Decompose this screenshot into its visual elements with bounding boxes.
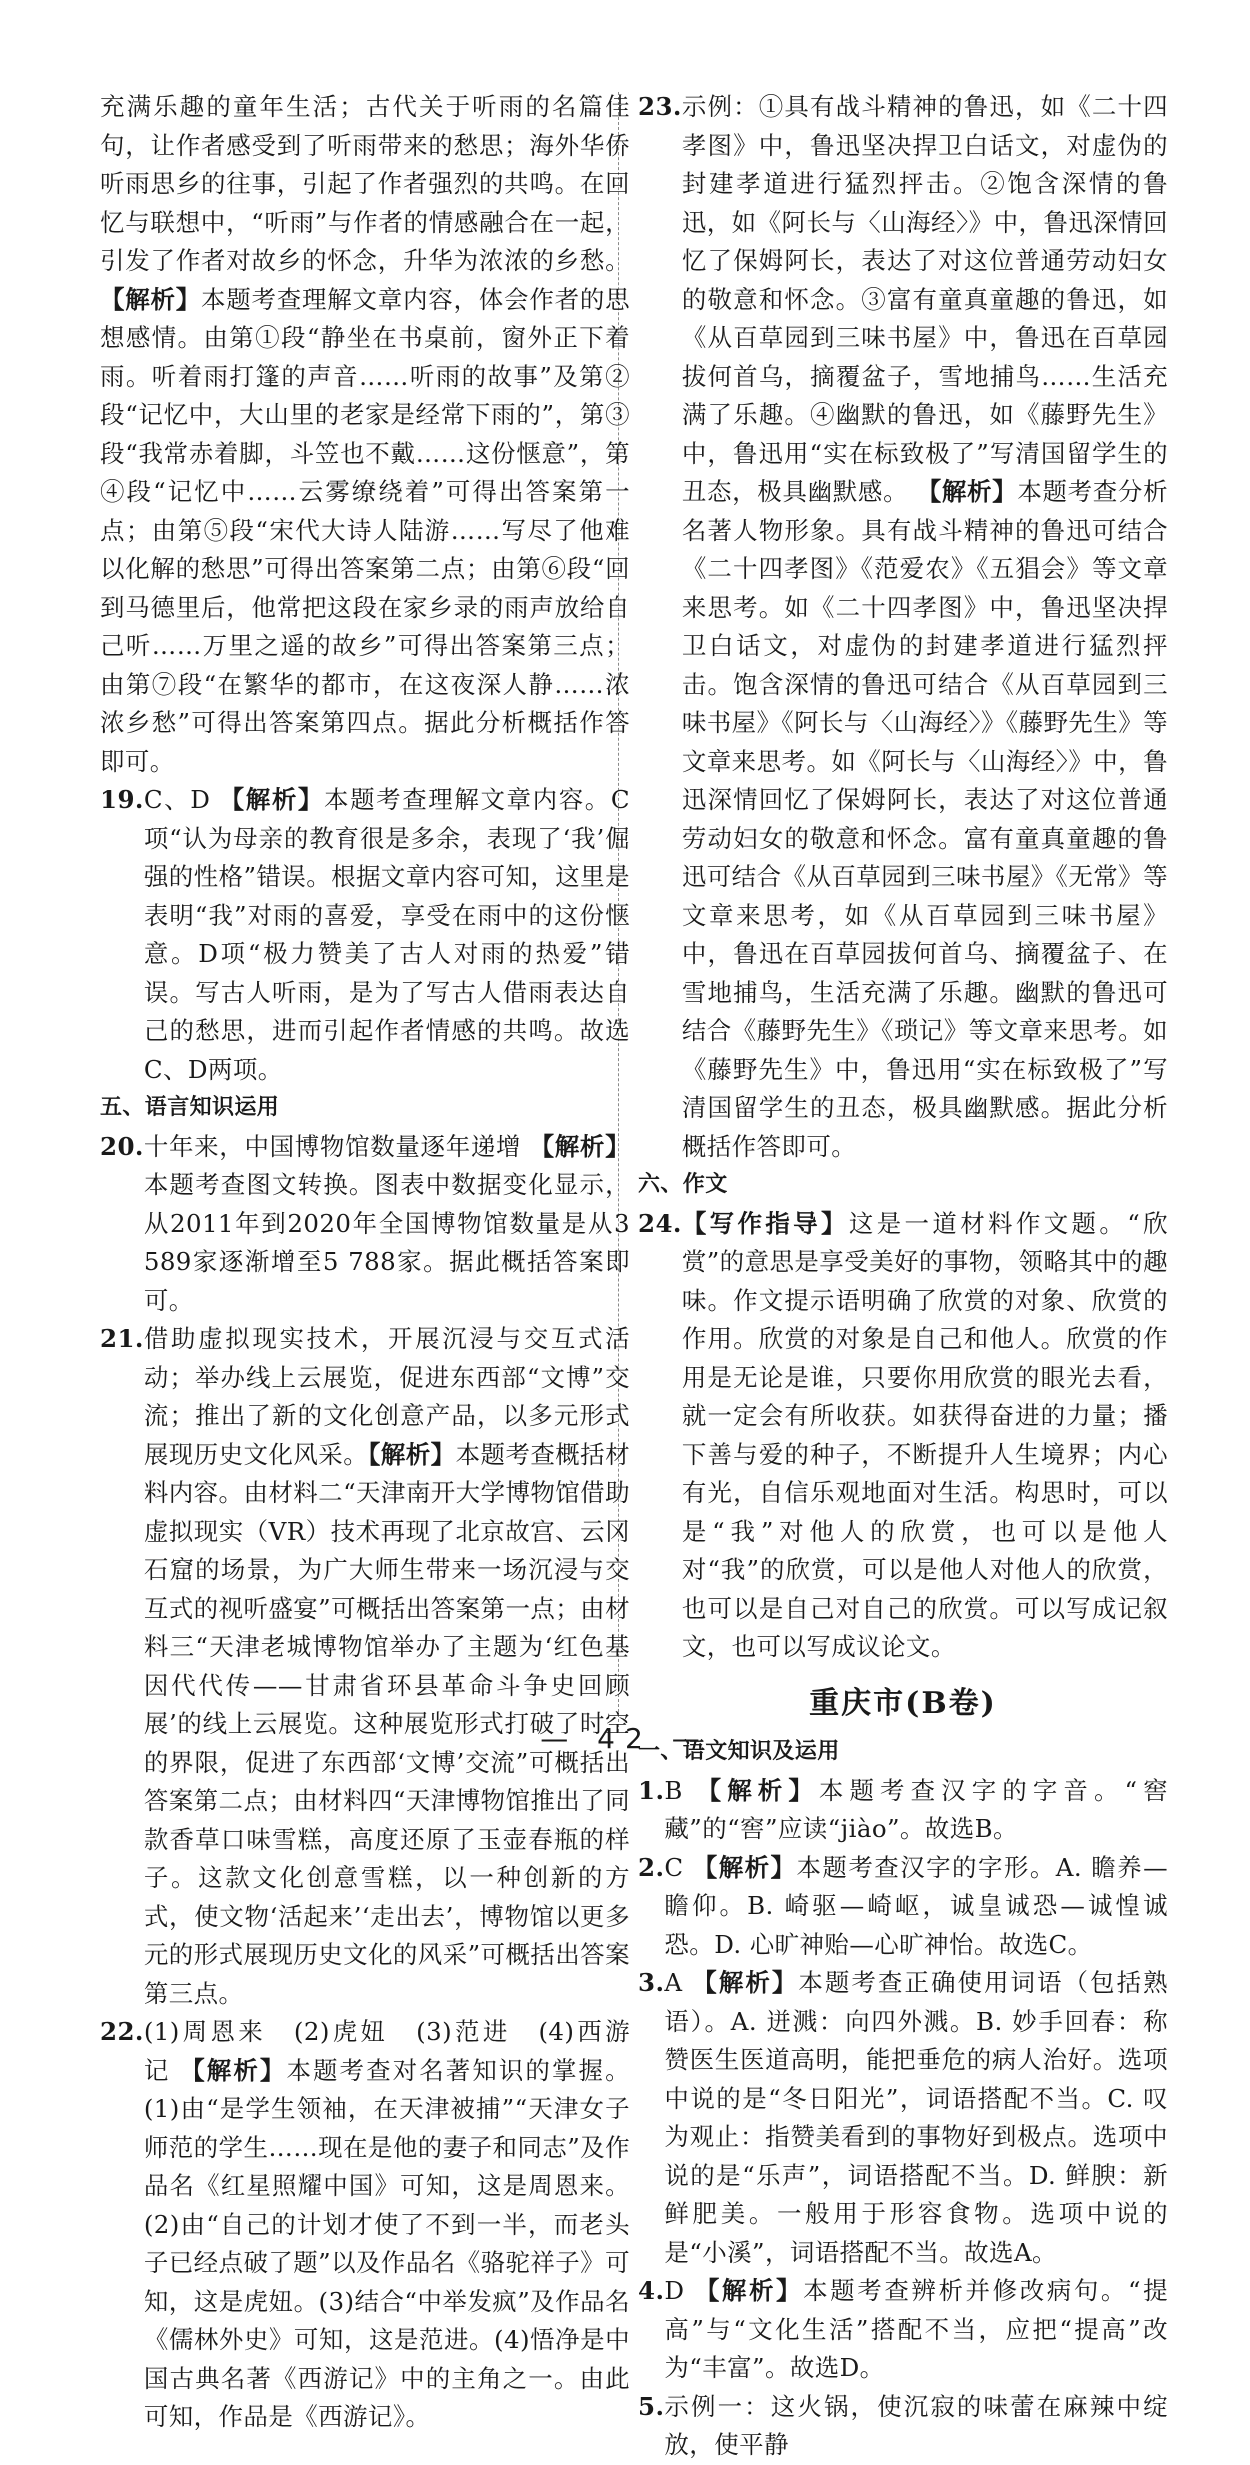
answer-b3-choice: A bbox=[664, 1968, 683, 1997]
answer-19-body bbox=[144, 781, 630, 1089]
question-number: 4. bbox=[638, 2276, 665, 2305]
section-b1-heading: 一、语文知识及运用 bbox=[638, 1739, 840, 1764]
analysis-tag: 【解析】 bbox=[368, 1439, 456, 1469]
answer-21 bbox=[100, 1320, 630, 2013]
question-number: 2. bbox=[638, 1852, 665, 1882]
answer-22-body bbox=[144, 2013, 630, 2437]
answer-b3-body bbox=[664, 1964, 1168, 2272]
answer-19 bbox=[100, 781, 630, 1089]
analysis-tag: 【解析】 bbox=[696, 1775, 819, 1805]
section-6-heading: 六、作文 bbox=[638, 1172, 728, 1197]
answer-b3 bbox=[638, 1964, 1168, 2272]
analysis-tag: 【解析】 bbox=[692, 1852, 797, 1882]
analysis-tag: 【解析】 bbox=[180, 2055, 287, 2085]
answer-b4-choice: D bbox=[664, 2276, 685, 2305]
answer-18-text: 充满乐趣的童年生活；古代关于听雨的名篇佳句，让作者感受到了听雨带来的愁思；海外华侨听雨思乡的往事，引起了作者强烈的共鸣。在回忆与联想中，“听雨”与作者的情感融合在一起，引发了作者对故乡的怀念，升华为浓浓的乡愁。 bbox=[100, 92, 630, 275]
analysis-21-text: 本题考查概括材料内容。由材料二“天津南开大学博物馆借助虚拟现实（VR）技术再现了北京故宫、云冈石窟的场景，为广大师生带来一场沉浸与交互式的视听盛宴”可概括出答案第一点；由材料三“天津老城博物馆举办了主题为‘红色基因代代传——甘肃省环县革命斗争史回顾展’的线上云展览。这种展览形式打破了时空的界限，促进了东西部‘文博’交流”可概括出答案第二点；由材料四“天津博物馆推出了同款香草口味雪糕，高度还原了玉壶春瓶的样子。这款文化创意雪糕，以一种创新的方式，使文物‘活起来’‘走出去’，博物馆以更多元的形式展现历史文化的风采”可概括出答案第三点。 bbox=[143, 1439, 630, 2008]
question-number: 19. bbox=[100, 785, 144, 814]
answer-21-text: 借助虚拟现实技术，开展沉浸与交互式活动；举办线上云展览，促进东西部“文博”交流；推出了新的文化创意产品，以多元形式展现历史文化风采。 bbox=[143, 1324, 630, 1469]
region-title: 重庆市(B卷) bbox=[809, 1685, 997, 1721]
analysis-tag: 【解析】 bbox=[100, 284, 202, 314]
analysis-b1-text: 本题考查汉字的字音。“窖藏”的“窖”应读“jiào”。故选B。 bbox=[664, 1775, 1168, 1843]
question-number: 21. bbox=[100, 1324, 144, 1353]
answer-23 bbox=[638, 88, 1168, 1166]
analysis-22-text: 本题考查对名著知识的掌握。(1)由“是学生领袖，在天津被捕”“天津女子师范的学生……现在是他的妻子和同志”及作品名《红星照耀中国》可知，这是周恩来。(2)由“自己的计划才使了不到一半，而老头子已经点破了题”以及作品名《骆驼祥子》可知，这是虎妞。(3)结合“中举发疯”及作品名《儒林外史》可知，这是范进。(4)悟净是中国古典名著《西游记》中的主角之一。由此可知，作品是《西游记》。 bbox=[143, 2055, 630, 2431]
answer-b5 bbox=[638, 2388, 1168, 2465]
analysis-b2-text: 本题考查汉字的字形。A. 瞻养—瞻仰。B. 崎驱—崎岖，诚皇诚恐—诚惶诚恐。D. 心旷神贻—心旷神怡。故选C。 bbox=[664, 1852, 1168, 1959]
answer-20-body bbox=[144, 1128, 630, 1321]
answer-b4 bbox=[638, 2272, 1168, 2388]
answer-b4-body bbox=[664, 2272, 1168, 2388]
answer-19-choice: C、D bbox=[143, 785, 211, 814]
answer-b2 bbox=[638, 1849, 1168, 1965]
analysis-tag: 【解析】 bbox=[529, 1131, 630, 1161]
writing-guide-tag: 【写作指导】 bbox=[681, 1208, 849, 1238]
analysis-19-text: 本题考查理解文章内容。C项“认为母亲的教育很是多余，表现了‘我’倔强的性格”错误。根据文章内容可知，这里是表明“我”对雨的喜爱，享受在雨中的这份惬意。D项“极力赞美了古人对雨的热爱”错误。写古人听雨，是为了写古人借雨表达自己的愁思，进而引起作者情感的共鸣。故选C、D两项。 bbox=[143, 785, 630, 1084]
question-number: 24. bbox=[638, 1208, 682, 1238]
analysis-b4-text: 本题考查辨析并修改病句。“提高”与“文化生活”搭配不当，应把“提高”改为“丰富”。故选D。 bbox=[664, 2276, 1168, 2382]
analysis-tag: 【解析】 bbox=[694, 2276, 804, 2305]
analysis-18-text: 本题考查理解文章内容，体会作者的思想感情。由第①段“静坐在书桌前，窗外正下着雨。听着雨打篷的声音……听雨的故事”及第②段“记忆中，大山里的老家是经常下雨的”，第③段“我常赤着脚，斗笠也不戴……这份惬意”，第④段“记忆中……云雾缭绕着”可得出答案第一点；由第⑤段“宋代大诗人陆游……写尽了他难以化解的愁思”可得出答案第二点；由第⑥段“回到马德里后，他常把这段在家乡录的雨声放给自己听……万里之遥的故乡”可得出答案第三点；由第⑦段“在繁华的都市，在这夜深人静……浓浓乡愁”可得出答案第四点。据此分析概括作答即可。 bbox=[100, 284, 630, 776]
page-number: — 42 — bbox=[540, 1722, 710, 1755]
answer-b1-choice: B bbox=[664, 1775, 683, 1805]
answer-24 bbox=[638, 1205, 1168, 1667]
question-number: 3. bbox=[638, 1968, 665, 1997]
question-number: 5. bbox=[638, 2391, 665, 2421]
question-number: 22. bbox=[100, 2017, 144, 2046]
analysis-tag: 【解析】 bbox=[219, 785, 324, 814]
analysis-20-text: 本题考查图文转换。图表中数据变化显示，从2011年到2020年全国博物馆数量是从3 589家逐渐增至5 788家。据此概括答案即可。 bbox=[143, 1170, 630, 1315]
left-column bbox=[100, 88, 630, 2437]
answer-20 bbox=[100, 1128, 630, 1321]
answer-23-body bbox=[682, 88, 1168, 1166]
answer-b2-choice: C bbox=[664, 1852, 684, 1882]
answer-22 bbox=[100, 2013, 630, 2437]
answer-23-text: 示例：①具有战斗精神的鲁迅，如《二十四孝图》中，鲁迅坚决捍卫白话文，对虚伪的封建孝道进行猛烈抨击。②饱含深情的鲁迅，如《阿长与〈山海经〉》中，鲁迅深情回忆了保姆阿长，表达了对这位普通劳动妇女的敬意和怀念。③富有童真童趣的鲁迅，如《从百草园到三味书屋》中，鲁迅在百草园拔何首乌，摘覆盆子，雪地捕鸟……生活充满了乐趣。④幽默的鲁迅，如《藤野先生》中，鲁迅用“实在标致极了”写清国留学生的丑态，极具幽默感。 bbox=[681, 92, 1168, 506]
analysis-tag: 【解析】 bbox=[916, 477, 1018, 506]
question-number: 1. bbox=[638, 1775, 665, 1805]
answer-21-body bbox=[144, 1320, 630, 2013]
answer-20-text: 十年来，中国博物馆数量逐年递增 bbox=[143, 1131, 522, 1161]
answer-b5-text: 示例一：这火锅，使沉寂的味蕾在麻辣中绽放，使平静 bbox=[664, 2391, 1168, 2459]
writing-guide-text: 这是一道材料作文题。“欣赏”的意思是享受美好的事物，领略其中的趣味。作文提示语明确了欣赏的对象、欣赏的作用。欣赏的对象是自己和他人。欣赏的作用是无论是谁，只要你用欣赏的眼光去看，就一定会有所收获。如获得奋进的力量；播下善与爱的种子，不断提升人生境界；内心有光，自信乐观地面对生活。构思时，可以是“我”对他人的欣赏，也可以是他人对“我”的欣赏，可以是他人对他人的欣赏，也可以是自己对自己的欣赏。可以写成记叙文，也可以写成议论文。 bbox=[681, 1208, 1168, 1661]
answer-18-continuation bbox=[100, 88, 630, 781]
answer-22-text: (1)周恩来 (2)虎妞 (3)范进 (4)西游记 bbox=[143, 2017, 630, 2085]
question-number: 23. bbox=[638, 92, 682, 121]
section-5-heading: 五、语言知识运用 bbox=[100, 1095, 280, 1120]
answer-b2-body bbox=[664, 1849, 1168, 1965]
analysis-23-text: 本题考查分析名著人物形象。具有战斗精神的鲁迅可结合《二十四孝图》《范爱农》《五猖会》等文章来思考。如《二十四孝图》中，鲁迅坚决捍卫白话文，对虚伪的封建孝道进行猛烈抨击。饱含深情的鲁迅可结合《从百草园到三味书屋》《阿长与〈山海经〉》《藤野先生》等文章来思考。如《阿长与〈山海经〉》中，鲁迅深情回忆了保姆阿长，表达了对这位普通劳动妇女的敬意和怀念。富有童真童趣的鲁迅可结合《从百草园到三味书屋》《无常》等文章来思考，如《从百草园到三味书屋》中，鲁迅在百草园拔何首乌、摘覆盆子、在雪地捕鸟，生活充满了乐趣。幽默的鲁迅可结合《藤野先生》《琐记》等文章来思考。如《藤野先生》中，鲁迅用“实在标致极了”写清国留学生的丑态，极具幽默感。据此分析概括作答即可。 bbox=[681, 477, 1168, 1161]
right-column bbox=[638, 88, 1168, 2465]
answer-b1 bbox=[638, 1772, 1168, 1849]
analysis-tag: 【解析】 bbox=[692, 1968, 799, 1997]
question-number: 20. bbox=[100, 1131, 144, 1161]
analysis-b3-text: 本题考查正确使用词语（包括熟语）。A. 迸溅：向四外溅。B. 妙手回春：称赞医生医道高明，能把垂危的病人治好。选项中说的是“冬日阳光”，词语搭配不当。C. 叹为观止：指赞美看到的事物好到极点。选项中说的是“乐声”，词语搭配不当。D. 鲜腴：新鲜肥美。一般用于形容食物。选项中说的是“小溪”，词语搭配不当。故选A。 bbox=[664, 1968, 1168, 2267]
answer-24-body bbox=[682, 1205, 1168, 1667]
answer-b1-body bbox=[664, 1772, 1168, 1849]
